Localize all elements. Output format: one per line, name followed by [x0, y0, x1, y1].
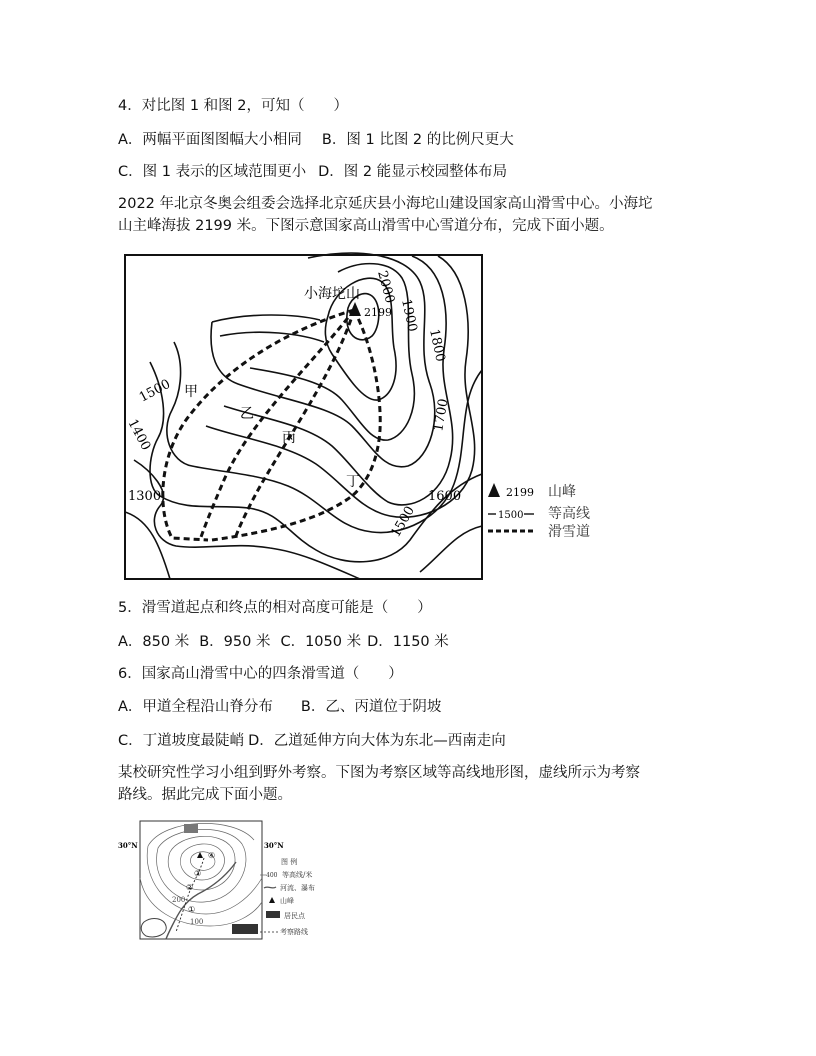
survey-point-1: ①	[188, 905, 196, 914]
q6-stem: 6．国家高山滑雪中心的四条滑雪道（ ）	[118, 666, 403, 682]
intro-1-line-2: 山主峰海拔 2199 米。下图示意国家高山滑雪中心雪道分布，完成下面小题。	[118, 218, 614, 234]
peak-elevation: 2199	[364, 306, 392, 319]
survey-legend-peak: 山峰	[280, 897, 294, 905]
survey-dark-block	[184, 824, 198, 833]
survey-point-3: ③	[194, 869, 202, 878]
intro-paragraph-2	[118, 762, 700, 806]
q4-option-b: B．图 1 比图 2 的比例尺更大	[321, 132, 514, 148]
survey-legend-peak-icon	[269, 897, 275, 903]
contour-label-1600: 1600	[428, 489, 462, 504]
q6-option-d: D．乙道延伸方向大体为东北—西南走向	[248, 733, 506, 749]
survey-contour-label-200: 200	[172, 896, 186, 904]
trail-label-bing: 丙	[282, 430, 296, 446]
q5-stem: 5．滑雪道起点和终点的相对高度可能是（ ）	[118, 600, 432, 616]
survey-legend-river: 河流、瀑布	[280, 884, 315, 892]
legend-contour-sample: 1500	[498, 510, 524, 521]
q4-option-c: C．图 1 表示的区域范围更小	[118, 164, 307, 180]
q4-stem: 4．对比图 1 和图 2，可知（ ）	[118, 98, 349, 114]
q6-option-b: B．乙、丙道位于阴坡	[300, 699, 442, 715]
legend-peak-sample: 2199	[506, 486, 534, 499]
survey-legend-title: 图 例	[281, 858, 298, 866]
survey-contour-label-100: 100	[190, 918, 204, 926]
q4-option-d: D．图 2 能显示校园整体布局	[318, 164, 508, 180]
q6-option-a: A．甲道全程沿山脊分布	[118, 699, 273, 715]
survey-legend-settlement-icon	[266, 911, 280, 918]
q6-options-row2	[118, 731, 506, 751]
survey-point-4: ④	[208, 851, 216, 860]
legend-contour-label: 等高线	[548, 506, 590, 522]
survey-settlement-block	[232, 924, 258, 934]
q4-option-a: A．两幅平面图图幅大小相同	[118, 132, 302, 148]
trail-label-ding: 丁	[346, 474, 360, 490]
contour-label-1500-left: 1500	[136, 376, 174, 406]
intro-paragraph-1	[118, 193, 700, 237]
map-frame	[125, 255, 482, 579]
survey-point-2: ②	[186, 883, 194, 892]
legend-peak-label: 山峰	[548, 484, 576, 500]
q6-options-row1	[118, 697, 441, 717]
contour-label-1300: 1300	[128, 489, 162, 504]
trail-label-jia: 甲	[184, 384, 198, 400]
contour-label-1500-right: 1500	[388, 503, 419, 540]
intro-1-line-1: 2022 年北京冬奥会组委会选择北京延庆县小海坨山建设国家高山滑雪中心。小海坨	[118, 196, 653, 212]
trail-label-yi: 乙	[240, 406, 254, 422]
intro-2-line-1: 某校研究性学习小组到野外考察。下图为考察区域等高线地形图，虚线所示为考察	[118, 765, 640, 781]
survey-legend-settlement: 居民点	[284, 912, 305, 920]
q6-option-c: C．丁道坡度最陡峭	[118, 733, 245, 749]
contour-label-2000: 2000	[374, 269, 398, 306]
contour-label-1900: 1900	[398, 297, 420, 334]
contour-label-1400: 1400	[124, 416, 154, 454]
ski-trail-contour-map	[120, 250, 610, 585]
field-survey-contour-map	[118, 818, 338, 943]
survey-legend-contour: 等高线/米	[282, 871, 313, 879]
contour-label-1800: 1800	[426, 327, 448, 364]
q4-options-row2	[118, 162, 507, 182]
q5-option-c: C．1050 米	[280, 634, 362, 650]
contour-label-1700: 1700	[431, 397, 452, 433]
survey-legend-route: 考察路线	[280, 928, 308, 936]
q5-option-b: B．950 米	[199, 634, 271, 650]
survey-lat-left: 30°N	[118, 841, 138, 850]
legend-trail-label: 滑雪道	[548, 524, 590, 540]
legend-peak-icon	[488, 483, 500, 497]
q5-option-a: A．850 米	[118, 634, 190, 650]
survey-legend-river-icon	[264, 887, 276, 888]
q5-option-d: D．1150 米	[367, 634, 449, 650]
q4-options-row1	[118, 130, 514, 150]
intro-2-line-2: 路线。据此完成下面小题。	[118, 787, 292, 803]
survey-legend-contour-sample: 400	[266, 872, 278, 879]
peak-name: 小海坨山	[304, 286, 360, 302]
q5-options	[118, 632, 449, 652]
survey-lat-right: 30°N	[264, 841, 284, 850]
